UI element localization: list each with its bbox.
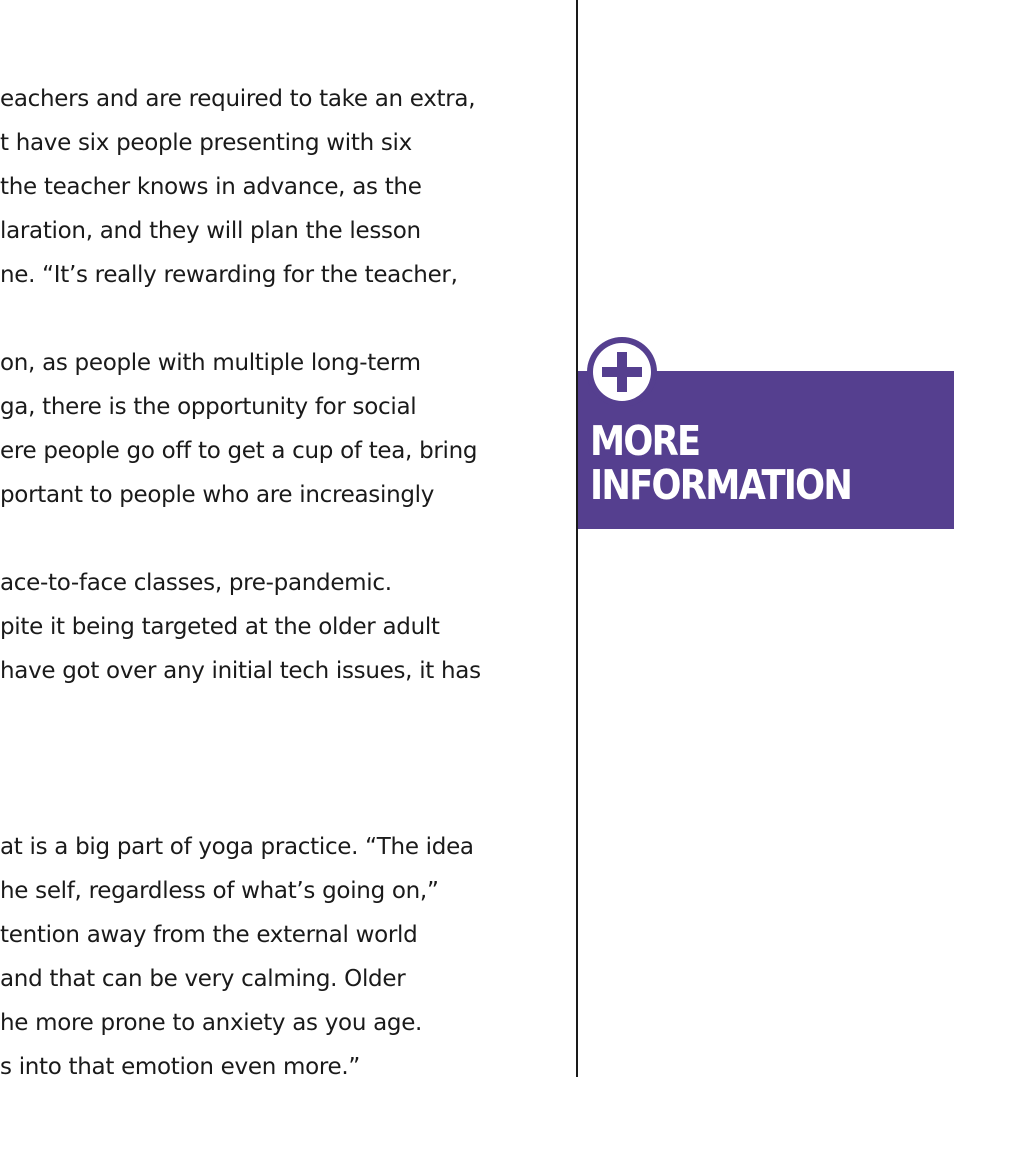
text-line: ere people go off to get a cup of tea, bring <box>0 438 478 464</box>
paragraph-1 <box>0 77 560 297</box>
text-line: ne. “It’s really rewarding for the teacher, <box>0 262 458 288</box>
text-line: portant to people who are increasingly <box>0 482 435 508</box>
text-line: and that can be very calming. Older <box>0 966 406 992</box>
heading-line-1: MORE <box>590 417 700 465</box>
paragraph-2 <box>0 341 560 517</box>
text-line: ace-to-face classes, pre-pandemic. <box>0 570 392 596</box>
text-line: laration, and they will plan the lesson <box>0 218 421 244</box>
text-line: he more prone to anxiety as you age. <box>0 1010 423 1036</box>
text-line: on, as people with multiple long-term <box>0 350 421 376</box>
plus-sign <box>593 343 651 401</box>
paragraph-4 <box>0 825 560 1089</box>
text-line: s into that emotion even more.” <box>0 1054 360 1080</box>
text-line: have got over any initial tech issues, it has <box>0 658 481 684</box>
column-divider <box>576 0 578 1077</box>
heading-line-2: INFORMATION <box>590 461 852 509</box>
text-line: tention away from the external world <box>0 922 418 948</box>
paragraph-3 <box>0 561 560 693</box>
text-line: t have six people presenting with six <box>0 130 412 156</box>
more-information-heading <box>590 419 851 507</box>
text-line: ga, there is the opportunity for social <box>0 394 417 420</box>
text-line: he self, regardless of what’s going on,” <box>0 878 439 904</box>
section-break <box>0 737 560 825</box>
plus-circle-icon <box>587 337 657 407</box>
text-line: eachers and are required to take an extra, <box>0 86 476 112</box>
text-line: the teacher knows in advance, as the <box>0 174 422 200</box>
text-line: pite it being targeted at the older adult <box>0 614 440 640</box>
text-line: at is a big part of yoga practice. “The idea <box>0 834 474 860</box>
article-body <box>0 77 560 1089</box>
